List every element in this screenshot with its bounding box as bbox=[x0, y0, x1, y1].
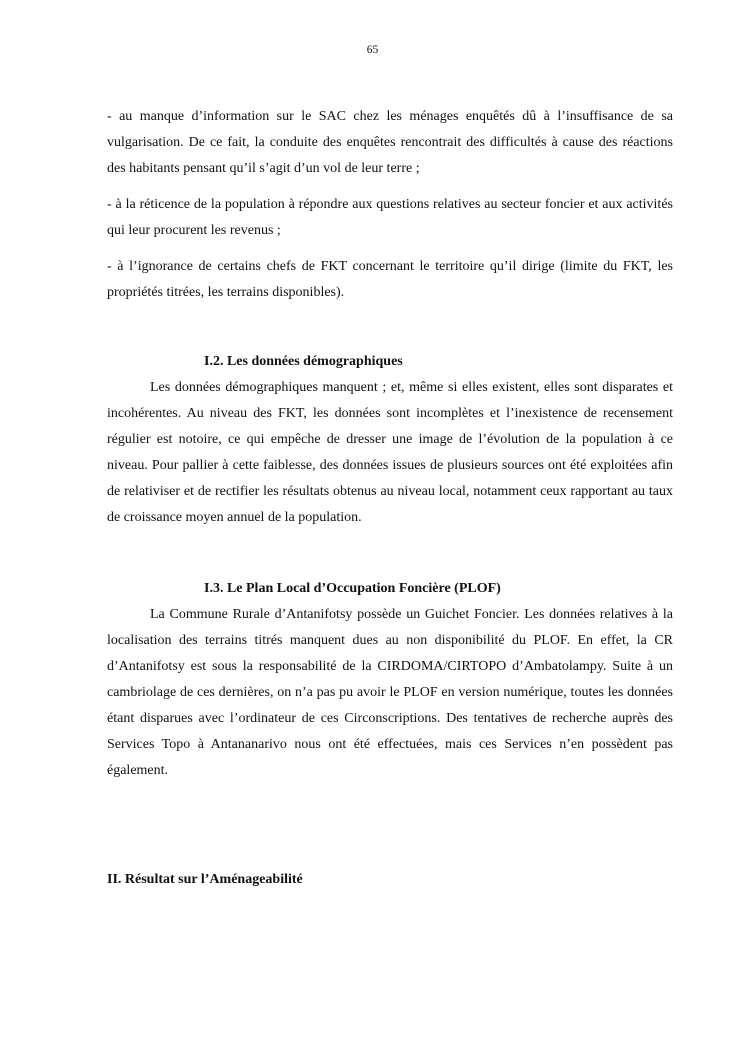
bullet-item-reticence: - à la réticence de la population à répondre aux questions relatives au secteur foncier et aux activités qui leur procurent les revenus ; bbox=[107, 197, 673, 238]
section-body-plof: La Commune Rurale d’Antanifotsy possède un Guichet Foncier. Les données relatives à la localisation des terrains titrés manquent dues au non disponibilité du PLOF. En effet, la CR d’Antanifotsy est sous la responsabilité de la CIRDOMA/CIRTOPO d’Ambatolampy. Suite à un cambriolage de ces dernières, on n’a pas pu avoir le PLOF en version numérique, toutes les données étant disparues avec l’ordinateur de ces Circonscriptions. Des tentatives de recherche auprès des Services Topo à Antananarivo nous ont été effectuées, mais ces Services n’en possèdent pas également. bbox=[107, 607, 673, 778]
bullet-item-information: - au manque d’information sur le SAC chez les ménages enquêtés dû à l’insuffisance de sa vulgarisation. De ce fait, la conduite des enquêtes rencontrait des difficultés à cause des réactions des habitants pensant qu’il s’agit d’un vol de leur terre ; bbox=[107, 109, 673, 176]
page-number: 65 bbox=[366, 44, 379, 56]
bullet-item-ignorance: - à l’ignorance de certains chefs de FKT concernant le territoire qu’il dirige (limite du FKT, les propriétés titrées, les terrains disponibles). bbox=[107, 259, 673, 300]
section-heading-demographics: I.2. Les données démographiques bbox=[204, 354, 403, 369]
section-heading-result: II. Résultat sur l’Aménageabilité bbox=[107, 872, 303, 887]
section-heading-plof: I.3. Le Plan Local d’Occupation Foncière (PLOF) bbox=[204, 581, 501, 596]
section-body-demographics: Les données démographiques manquent ; et, même si elles existent, elles sont disparates et incohérentes. Au niveau des FKT, les données sont incomplètes et l’inexistence de recensement régulier est notoire, ce qui empêche de dresser une image de l’évolution de la population à ce niveau. Pour pallier à cette faiblesse, des données issues de plusieurs sources ont été exploitées afin de relativiser et de rectifier les résultats obtenus au niveau local, notamment ceux rapportant au taux de croissance moyen annuel de la population. bbox=[107, 380, 673, 525]
